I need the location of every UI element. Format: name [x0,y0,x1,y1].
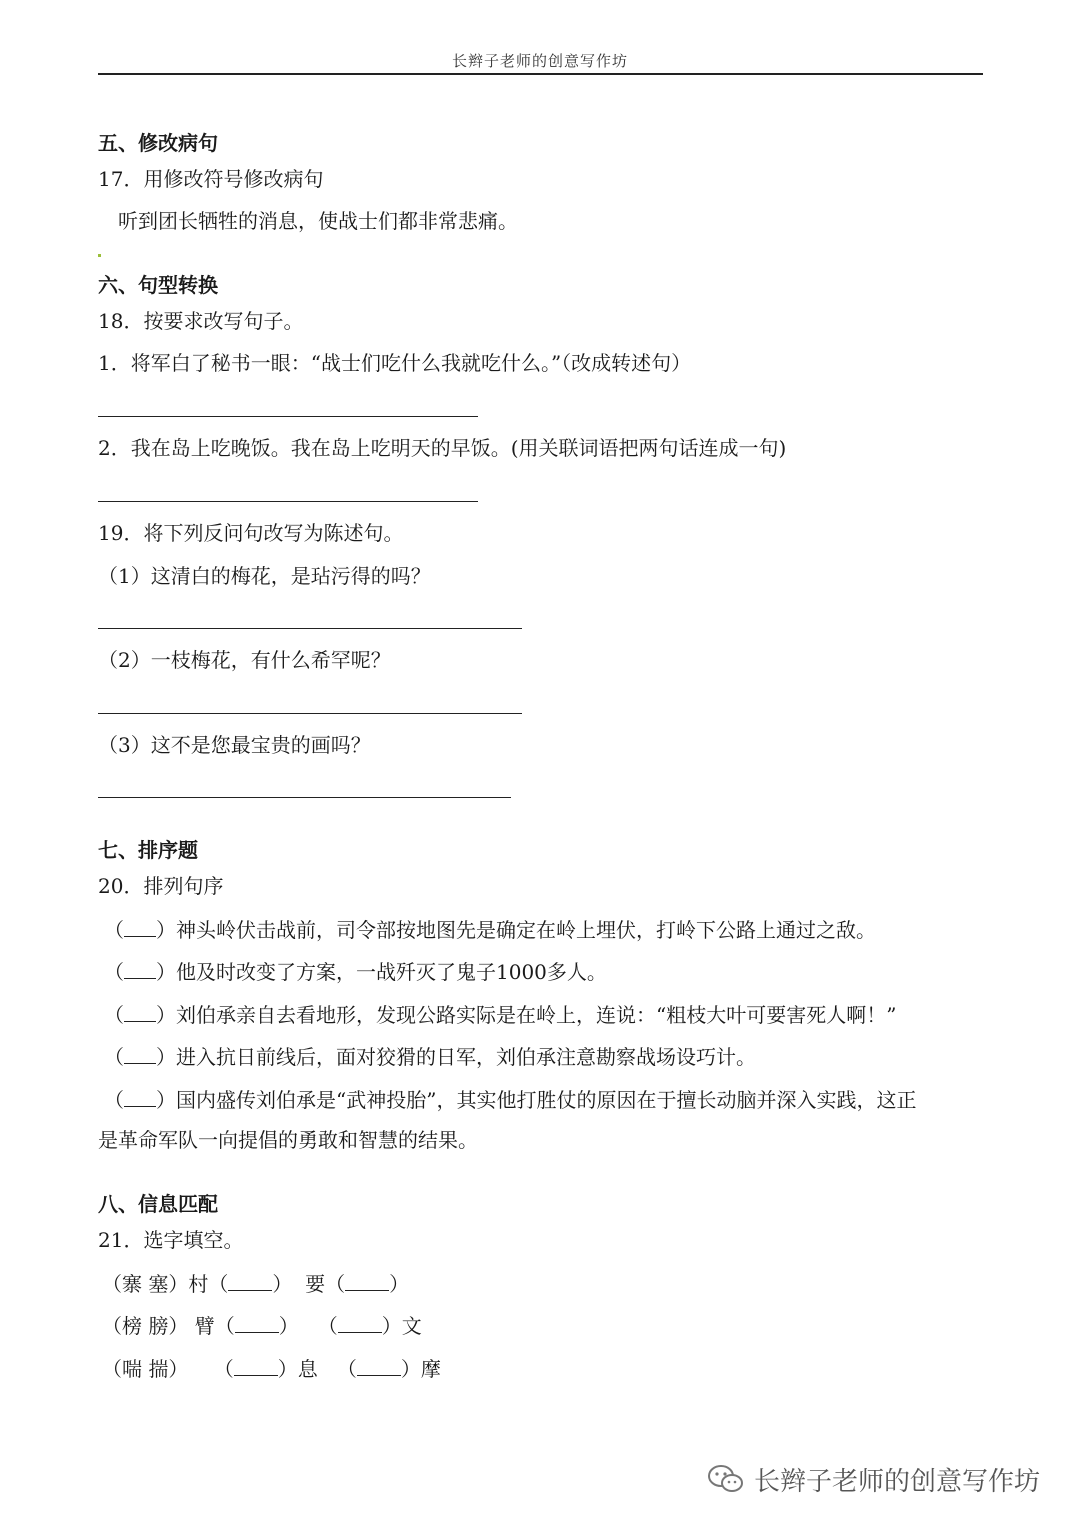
page-header-title: 长辫子老师的创意写作坊 [451,52,628,70]
fill-blank[interactable]: （ ） [208,1272,293,1296]
answer-line-19-3[interactable] [98,797,511,798]
order-item: （ ）国内盛传刘伯承是“武神投胎”，其实他打胜仗的原因在于擅长动脑并深入实践，这正 [104,1088,917,1112]
question-20-prompt: 20．排列句序 [98,874,224,898]
fill-row-2: （榜 膀） 臂（ ） （ ）文 [102,1314,422,1338]
section-heading-6: 六、句型转换 [98,273,218,297]
question-18-item-1: 1．将军白了秘书一眼：“战士们吃什么我就吃什么。”（改成转述句） [98,351,692,375]
section-heading-8: 八、信息匹配 [98,1192,218,1216]
fill-blank[interactable]: （ ） [325,1272,410,1296]
order-item: （ ）神头岭伏击战前，司令部按地图先是确定在岭上埋伏，打岭下公路上通过之敌。 [104,918,876,942]
order-blank[interactable]: （ ） [104,918,176,942]
order-blank[interactable]: （ ） [104,1045,176,1069]
header-divider [98,73,983,75]
question-19-prompt: 19．将下列反问句改写为陈述句。 [98,521,404,545]
order-item: （ ）刘伯承亲自去看地形，发现公路实际是在岭上，连说：“粗枝大叶可要害死人啊！” [104,1003,897,1027]
order-item: （ ）他及时改变了方案，一战歼灭了鬼子1000多人。 [104,960,607,984]
answer-line-19-2[interactable] [98,713,522,714]
watermark-text: 长辫子老师的创意写作坊 [754,1466,1041,1497]
fill-blank[interactable]: （ ） [214,1314,299,1338]
answer-line-18-1[interactable] [98,416,478,417]
question-21-prompt: 21．选字填空。 [98,1228,244,1252]
stray-mark [98,254,101,257]
fill-blank[interactable]: （ ） [336,1357,421,1381]
question-19-item-3: （3）这不是您最宝贵的画吗？ [98,733,371,757]
answer-line-19-1[interactable] [98,628,522,629]
order-blank[interactable]: （ ） [104,1003,176,1027]
fill-blank[interactable]: （ ） [213,1357,298,1381]
fill-row-3: （喘 揣） （ ）息 （ ）摩 [102,1357,441,1381]
question-19-item-2: （2）一枝梅花，有什么希罕呢？ [98,648,391,672]
question-18-prompt: 18．按要求改写句子。 [98,309,304,333]
section-heading-5: 五、修改病句 [98,131,218,155]
order-blank[interactable]: （ ） [104,1088,176,1112]
question-17-prompt: 17．用修改符号修改病句 [98,167,324,191]
section-heading-7: 七、排序题 [98,838,198,862]
order-item: （ ）进入抗日前线后，面对狡猾的日军，刘伯承注意勘察战场设巧计。 [104,1045,756,1069]
wechat-icon [706,1462,746,1496]
fill-row-1: （寨 塞）村（ ） 要（ ） [102,1272,410,1296]
order-blank[interactable]: （ ） [104,960,176,984]
question-17-sentence: 听到团长牺牲的消息，使战士们都非常悲痛。 [118,209,518,233]
question-18-item-2: 2．我在岛上吃晚饭。我在岛上吃明天的早饭。(用关联词语把两句话连成一句) [98,436,787,460]
answer-line-18-2[interactable] [98,501,478,502]
question-19-item-1: （1）这清白的梅花，是玷污得的吗？ [98,564,431,588]
watermark [706,1459,1040,1499]
order-item-continuation: 是革命军队一向提倡的勇敢和智慧的结果。 [98,1128,478,1152]
fill-blank[interactable]: （ ） [317,1314,402,1338]
